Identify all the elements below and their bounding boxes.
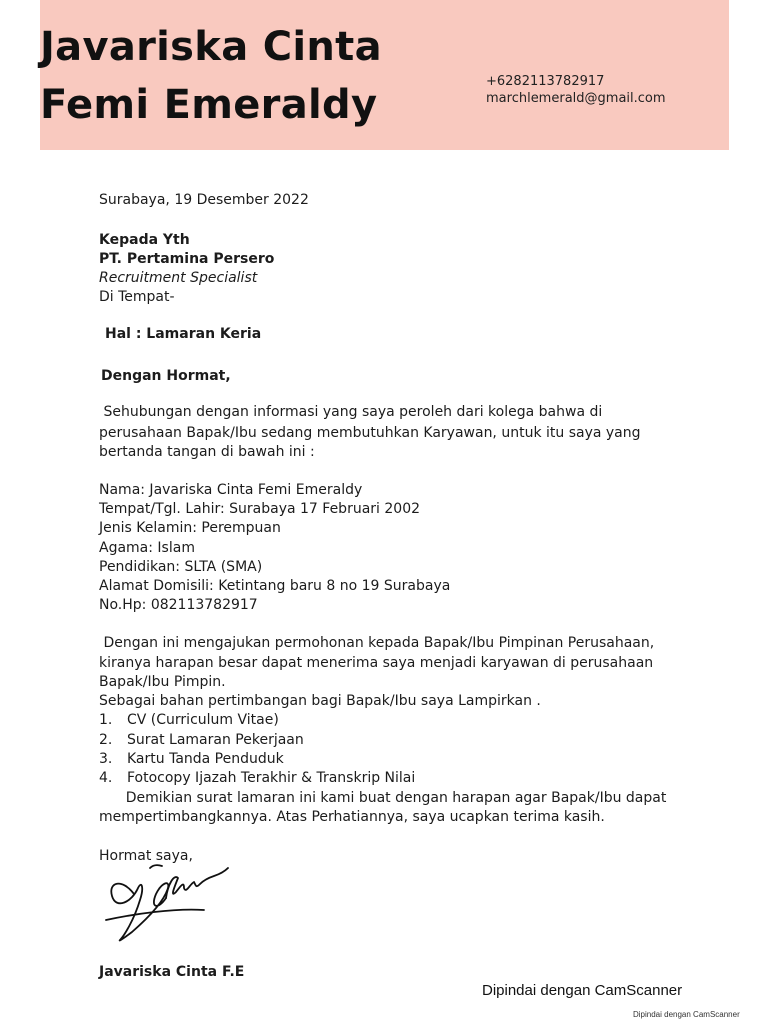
closing-line-2: mempertimbangkannya. Atas Perhatiannya, saya ucapkan terima kasih. bbox=[99, 809, 605, 825]
camscanner-watermark: Dipindai dengan CamScanner bbox=[482, 982, 683, 999]
attachment-item bbox=[99, 733, 304, 747]
request-line-2: kiranya harapan besar dapat menerima saya menjadi karyawan di perusahaan bbox=[99, 655, 654, 671]
data-religion-field: Agama: Islam bbox=[99, 540, 195, 556]
place-date: Surabaya, 19 Desember 2022 bbox=[99, 192, 309, 208]
camscanner-watermark-small: Dipindai dengan CamScanner bbox=[633, 1010, 740, 1019]
signer-name: Javariska Cinta F.E bbox=[99, 964, 245, 980]
attachment-text: Surat Lamaran Pekerjaan bbox=[127, 732, 304, 748]
attachment-number: 3. bbox=[99, 751, 113, 767]
attachment-text: CV (Curriculum Vitae) bbox=[127, 712, 279, 728]
data-gender-field: Jenis Kelamin: Perempuan bbox=[99, 520, 281, 536]
attachment-number: 2. bbox=[99, 732, 113, 748]
sign-off: Hormat saya, bbox=[99, 848, 193, 864]
recipient-company: PT. Pertamina Persero bbox=[99, 251, 275, 267]
letter-subject: Hal : Lamaran Keria bbox=[105, 326, 262, 342]
data-education-field: Pendidikan: SLTA (SMA) bbox=[99, 559, 263, 575]
data-birth-field: Tempat/Tgl. Lahir: Surabaya 17 Februari 2002 bbox=[99, 501, 421, 517]
attachment-text: Kartu Tanda Penduduk bbox=[127, 751, 284, 767]
closing-line-1: Demikian surat lamaran ini kami buat dengan harapan agar Bapak/Ibu dapat bbox=[99, 790, 667, 806]
salutation: Dengan Hormat, bbox=[101, 368, 231, 384]
name-line-2: Femi Emeraldy bbox=[40, 82, 378, 128]
phone-number: +6282113782917 bbox=[486, 74, 605, 89]
request-line-4: Sebagai bahan pertimbangan bagi Bapak/Ibu saya Lampirkan . bbox=[99, 693, 541, 709]
attachment-item bbox=[99, 771, 415, 785]
signature-image bbox=[104, 858, 234, 948]
data-phone-field: No.Hp: 082113782917 bbox=[99, 597, 258, 613]
request-line-1: Dengan ini mengajukan permohonan kepada Bapak/Ibu Pimpinan Perusahaan, bbox=[99, 635, 655, 651]
attachment-number: 4. bbox=[99, 770, 113, 786]
recipient-role: Recruitment Specialist bbox=[99, 270, 258, 286]
data-address-field: Alamat Domisili: Ketintang baru 8 no 19 Surabaya bbox=[99, 578, 451, 594]
attachment-item bbox=[99, 713, 279, 727]
intro-line-3: bertanda tangan di bawah ini : bbox=[99, 444, 315, 460]
recipient-location: Di Tempat- bbox=[99, 289, 175, 305]
name-line-1: Javariska Cinta bbox=[40, 24, 382, 70]
data-name-field: Nama: Javariska Cinta Femi Emeraldy bbox=[99, 482, 363, 498]
intro-line-1: Sehubungan dengan informasi yang saya peroleh dari kolega bahwa di bbox=[99, 404, 603, 420]
attachment-text: Fotocopy Ijazah Terakhir & Transkrip Nilai bbox=[127, 770, 416, 786]
request-line-3: Bapak/Ibu Pimpin. bbox=[99, 674, 226, 690]
email-address: marchlemerald@gmail.com bbox=[486, 91, 666, 106]
intro-line-2: perusahaan Bapak/Ibu sedang membutuhkan Karyawan, untuk itu saya yang bbox=[99, 425, 641, 441]
attachment-item bbox=[99, 752, 284, 766]
attachment-number: 1. bbox=[99, 712, 113, 728]
recipient-greeting: Kepada Yth bbox=[99, 232, 190, 248]
